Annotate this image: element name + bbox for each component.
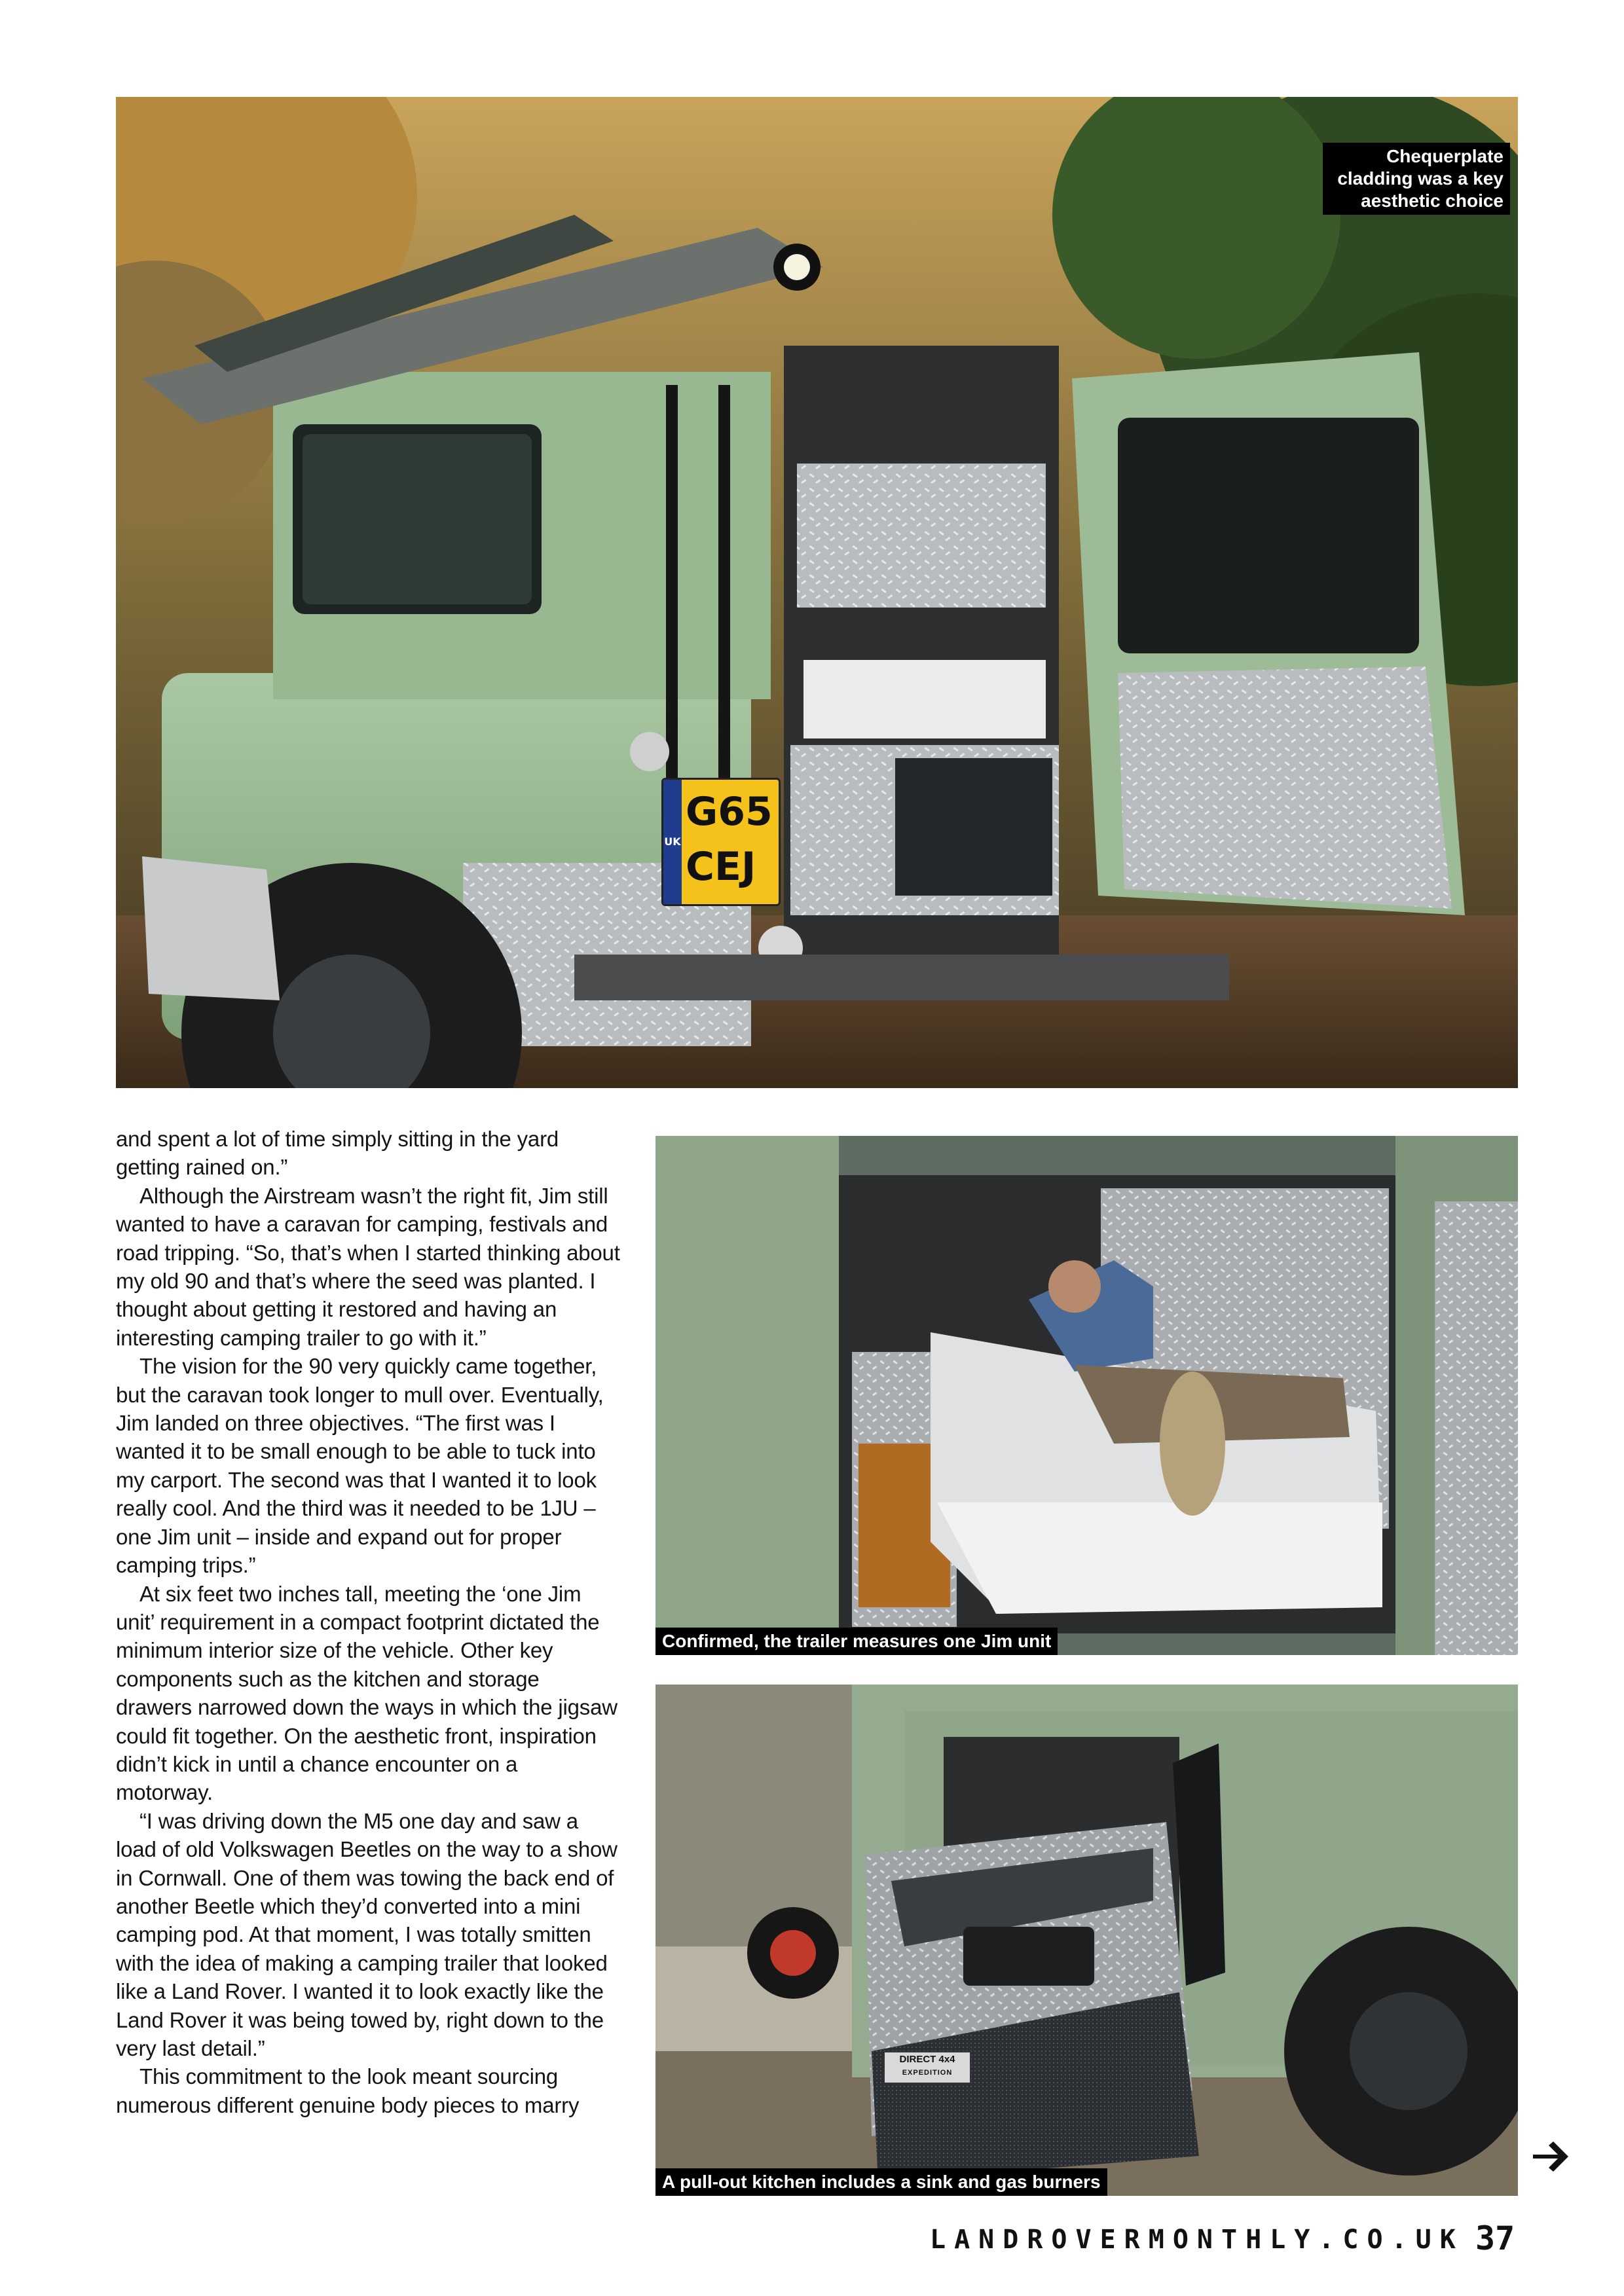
article-paragraph: This commitment to the look meant sourcing numerous different genuine body pieces to marry (116, 2064, 580, 2117)
kitchen-badge-line-1: DIRECT 4x4 (899, 2054, 955, 2065)
number-plate (661, 778, 781, 906)
article-paragraph: and spent a lot of time simply sitting in the yard getting rained on.” (116, 1127, 559, 1180)
plate-country-badge (663, 780, 682, 904)
sleeping-photo-illustration (655, 1136, 1518, 1655)
kitchen-brand-badge (883, 2051, 971, 2084)
kitchen-photo-illustration (655, 1685, 1518, 2196)
page-number: 37 (1475, 2219, 1515, 2257)
kitchen-badge-line-2: EXPEDITION (902, 2069, 953, 2077)
hero-photo (116, 97, 1518, 1088)
hero-caption-line: Chequerplate (1386, 146, 1504, 166)
plate-line-1: G65 (686, 789, 773, 835)
hero-photo-illustration (116, 97, 1518, 1088)
kitchen-photo (655, 1685, 1518, 2196)
article-paragraph: At six feet two inches tall, meeting the ‘one Jim unit’ requirement in a compact footprint dictated the minimum interior size of the vehicle. Other key components such as the kitchen and storage drawers narrowed down the ways in which the jigsaw could fit together. On the aesthetic front, inspiration didn’t kick in until a chance encounter on a motorway. (116, 1581, 618, 1805)
article-body (116, 1125, 620, 2119)
sleeping-photo (655, 1136, 1518, 1655)
arrow-right-icon (1529, 2136, 1571, 2178)
kitchen-caption: A pull-out kitchen includes a sink and gas burners (655, 2168, 1107, 2196)
website-url: LANDROVERMONTHLY.CO.UK (930, 2225, 1464, 2255)
article-paragraph: Although the Airstream wasn’t the right fit, Jim still wanted to have a caravan for camping, festivals and road tripping. “So, that’s when I started thinking about my old 90 and that’s where the seed was planted. I thought about getting it restored and having an interesting camping trailer to go with it.” (116, 1183, 620, 1350)
hero-caption (1323, 143, 1510, 215)
article-paragraph: The vision for the 90 very quickly came together, but the caravan took longer to mull over. Eventually, Jim landed on three objectives. “The first was I wanted it to be small enough to be able to tuck into my carport. The second was that I wanted it to look really cool. And the third was it needed to be 1JU – one Jim unit – inside and expand out for proper camping trips.” (116, 1354, 604, 1578)
hero-caption-line: aesthetic choice (1361, 191, 1504, 211)
plate-country: UK (664, 835, 681, 848)
sleeping-caption: Confirmed, the trailer measures one Jim unit (655, 1628, 1058, 1655)
article-paragraph: “I was driving down the M5 one day and saw a load of old Volkswagen Beetles on the way to a show in Cornwall. One of them was towing the back end of another Beetle which they’d converted into a mini camping pod. At that moment, I was totally smitten with the idea of making a camping trailer that looked like a Land Rover. I wanted it to look exactly like the Land Rover it was being towed by, right down to the very last detail.” (116, 1808, 618, 2060)
hero-caption-line: cladding was a key (1337, 168, 1504, 189)
plate-line-2: CEJ (686, 844, 756, 890)
